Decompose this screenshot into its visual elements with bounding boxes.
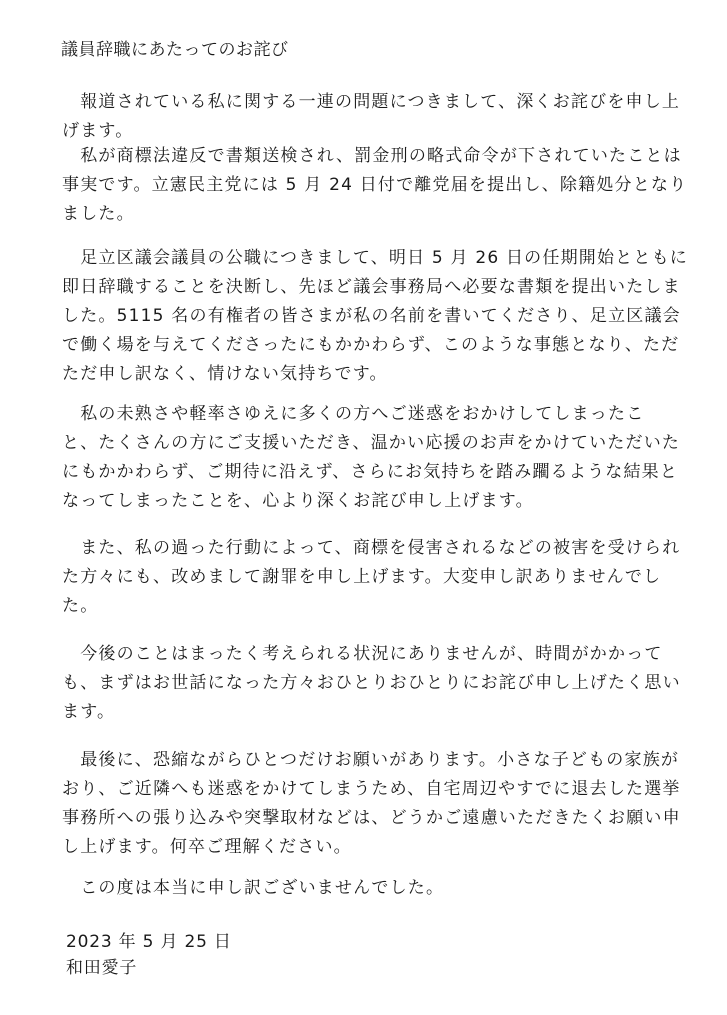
paragraph-line: 私が商標法違反で書類送検され、罰金刑の略式命令が下されていたことは	[62, 146, 682, 166]
letter-title: 議員辞職にあたってのお詫び	[61, 40, 289, 60]
paragraph-line: ます。	[62, 702, 116, 722]
paragraph-line: げます。	[62, 121, 134, 141]
paragraph-line: この度は本当に申し訳ございませんでした。	[62, 878, 445, 898]
paragraph-line: 私の未熟さや軽率さゆえに多くの方へご迷惑をおかけしてしまったこ	[62, 404, 645, 424]
paragraph-line: した。5115 名の有権者の皆さまが私の名前を書いてくださり、足立区議会	[62, 306, 681, 326]
paragraph-line: ました。	[62, 204, 135, 224]
paragraph-line: 今後のことはまったく考えられる状況にありませんが、時間がかかって	[62, 644, 663, 664]
paragraph-resignation	[62, 244, 688, 389]
paragraph-apology-intro	[62, 88, 680, 146]
paragraph-line: で働く場を与えてくださったにもかかわらず、このような事態となり、ただ	[62, 335, 680, 355]
paragraph-line: 足立区議会議員の公職につきまして、明日 5 月 26 日の任期開始とともに	[62, 248, 688, 268]
paragraph-line: た方々にも、改めまして謝罪を申し上げます。大変申し訳ありませんでし	[62, 567, 662, 587]
paragraph-line: おり、ご近隣へも迷惑をかけてしまうため、自宅周辺やすでに退去した選挙	[62, 779, 681, 799]
paragraph-request	[62, 746, 681, 862]
paragraph-line: また、私の過った行動によって、商標を侵害されるなどの被害を受けられ	[62, 538, 681, 558]
letter-date: 2023 年 5 月 25 日	[66, 932, 232, 952]
paragraph-line: も、まずはお世話になった方々おひとりおひとりにお詫び申し上げたく思い	[62, 673, 681, 693]
paragraph-closing	[62, 874, 444, 903]
paragraph-line: 事務所への張り込みや突撃取材などは、どうかご遠慮いただきたくお願い申	[62, 808, 681, 828]
paragraph-line: 事実です。立憲民主党には 5 月 24 日付で離党届を提出し、除籍処分となり	[62, 175, 688, 195]
paragraph-line: し上げます。何卒ご理解ください。	[62, 837, 352, 857]
paragraph-line: ただ申し訳なく、情けない気持ちです。	[62, 364, 388, 384]
paragraph-line: 即日辞職することを決断し、先ほど議会事務局へ必要な書類を提出いたしま	[62, 277, 681, 297]
paragraph-victims-apology	[62, 534, 680, 621]
letter-signature: 和田愛子	[66, 958, 138, 978]
paragraph-line: 報道されている私に関する一連の問題につきまして、深くお詫びを申し上	[62, 92, 681, 112]
paragraph-line: にもかかわらず、ご期待に沿えず、さらにお気持ちを踏み躙るような結果と	[62, 462, 679, 482]
paragraph-future	[62, 640, 681, 727]
paragraph-line: た。	[62, 596, 99, 616]
paragraph-line: と、たくさんの方にご支援いただき、温かい応援のお声をかけていただいた	[62, 433, 681, 453]
paragraph-facts	[62, 142, 687, 229]
paragraph-supporters-apology	[62, 400, 680, 516]
paragraph-line: 最後に、恐縮ながらひとつだけお願いがあります。小さな子どもの家族が	[62, 750, 680, 770]
paragraph-line: なってしまったことを、心より深くお詫び申し上げます。	[62, 491, 534, 511]
